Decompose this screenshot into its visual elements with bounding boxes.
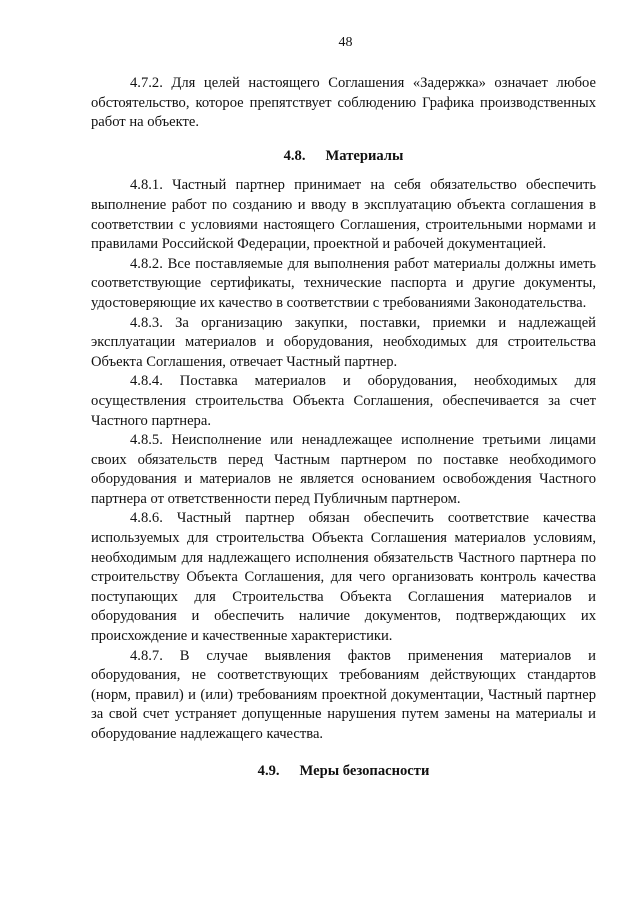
section-title: Материалы — [325, 147, 404, 164]
page-number: 48 — [338, 35, 353, 50]
clause-4-8-5: 4.8.5. Неисполнение или ненадлежащее исполнение третьими лицами своих обязательств перед Частным партнером по поставке необходимого оборудования и материалов не является основанием освобождения Частного партнера от ответственности перед Публичным партнером. — [91, 432, 596, 507]
section-heading-4-9 — [91, 762, 596, 782]
clause-4-8-2: 4.8.2. Все поставляемые для выполнения работ материалы должны иметь соответствующие сертификаты, технические паспорта и другие документы, удостоверяющие их качество в соответствии с требованиями Законодательства. — [91, 255, 596, 311]
section-title: Меры безопасности — [299, 762, 430, 779]
clause-4-8-4: 4.8.4. Поставка материалов и оборудования, необходимых для осуществления строительства Объекта Соглашения, обеспечивается за счет Частного партнера. — [91, 373, 596, 429]
section-number: 4.9. — [257, 762, 280, 779]
clause-4-7-2: 4.7.2. Для целей настоящего Соглашения «Задержка» означает любое обстоятельство, которое препятствует соблюдению Графика производственных работ на объекте. — [91, 75, 596, 131]
clause-4-8-3: 4.8.3. За организацию закупки, поставки, приемки и надлежащей эксплуатации материалов и оборудования, необходимых для строительства Объекта Соглашения, отвечает Частный партнер. — [91, 314, 596, 370]
section-number: 4.8. — [283, 147, 306, 164]
clause-4-8-1: 4.8.1. Частный партнер принимает на себя обязательство обеспечить выполнение работ по созданию и вводу в эксплуатацию объекта соглашения в соответствии с условиями настоящего Соглашения, строительными нормами и правилами Российской Федерации, проектной и рабочей документацией. — [91, 177, 596, 253]
clause-4-8-6: 4.8.6. Частный партнер обязан обеспечить соответствие качества используемых для строительства Объекта Соглашения материалов условиям, необходимым для надлежащего исполнения обязательств Частного партнера по строительству Объекта Соглашения, для чего организовать контроль качества поступающих для Строительства Объекта Соглашения материалов и оборудования и обеспечить наличие документов, подтверждающих их происхождение и качественные характеристики. — [91, 510, 596, 645]
document-page — [91, 34, 596, 791]
section-heading-4-8 — [91, 147, 596, 167]
clause-4-8-7: 4.8.7. В случае выявления фактов применения материалов и оборудования, не соответствующих требованиям действующих стандартов (норм, правил) и (или) требованиям проектной документации, Частный партнер за свой счет устраняет допущенные нарушения путем замены на материалы и оборудование надлежащего качества. — [91, 647, 596, 742]
